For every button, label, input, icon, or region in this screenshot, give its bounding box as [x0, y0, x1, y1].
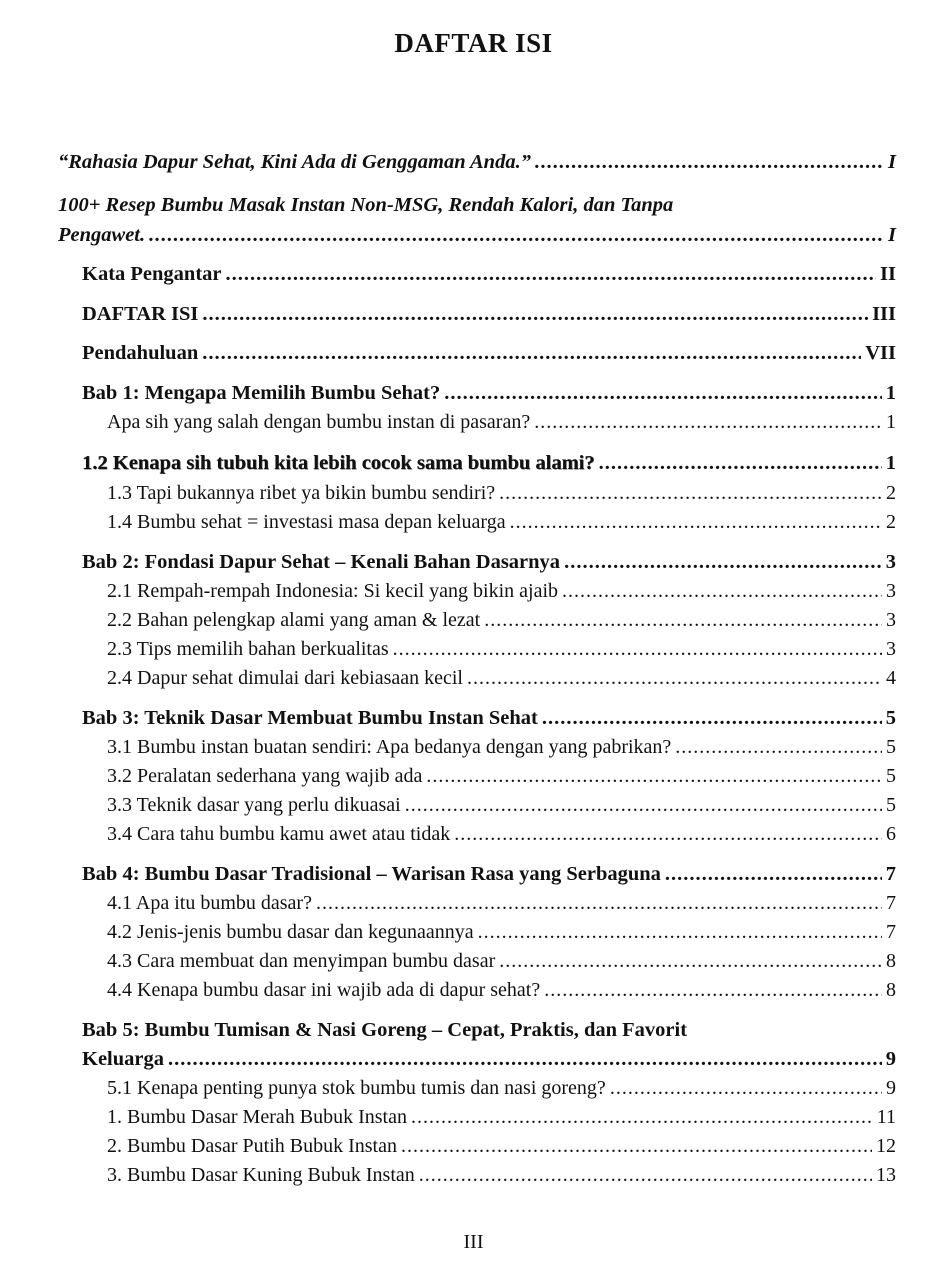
toc-subentry[interactable] [107, 820, 896, 848]
leader-dots [467, 664, 882, 692]
toc-entry-text: 2.3 Tips memilih bahan berkualitas [107, 638, 389, 660]
toc-page-number: 5 [885, 707, 896, 729]
toc-page-number: 7 [886, 921, 896, 943]
toc-entry-text: Kata Pengantar [82, 263, 222, 285]
toc-subentry[interactable] [107, 918, 896, 946]
toc-entry-text: Pendahuluan [82, 342, 199, 364]
toc-page-number: 3 [886, 580, 896, 602]
leader-dots [419, 1161, 872, 1189]
toc-entry-text: Keluarga [82, 1048, 164, 1070]
toc-entry-text: Pengawet. [58, 224, 146, 246]
toc-entry-text: 5.1 Kenapa penting punya stok bumbu tumis dan nasi goreng? [107, 1077, 606, 1099]
leader-dots [510, 508, 882, 536]
toc-subentry[interactable] [107, 947, 896, 975]
toc-page-number: 1 [885, 382, 896, 404]
toc-entry-text: 4.4 Kenapa bumbu dasar ini wajib ada di dapur sehat? [107, 979, 541, 1001]
toc-page-number: 1 [885, 452, 896, 474]
toc-subentry[interactable] [107, 1074, 896, 1102]
toc-page-number: 9 [885, 1048, 896, 1070]
toc-page-number: 5 [886, 765, 896, 787]
toc-entry-text: 2.2 Bahan pelengkap alami yang aman & lezat [107, 609, 481, 631]
toc-entry-text: 4.3 Cara membuat dan menyimpan bumbu dasar [107, 950, 496, 972]
leader-dots [665, 860, 882, 888]
toc-entry-text: 4.2 Jenis-jenis bumbu dasar dan kegunaannya [107, 921, 474, 943]
toc-entry-front-2[interactable] [58, 221, 896, 249]
toc-entry-text: Bab 2: Fondasi Dapur Sehat – Kenali Bahan Dasarnya [82, 551, 561, 573]
toc-page-number: I [888, 151, 896, 173]
leader-dots [564, 548, 882, 576]
leader-dots [426, 762, 882, 790]
toc-subentry[interactable] [107, 889, 896, 917]
leader-dots [675, 733, 882, 761]
leader-dots [535, 148, 884, 176]
toc-subentry[interactable] [107, 791, 896, 819]
toc-entry-text: 1.4 Bumbu sehat = investasi masa depan keluarga [107, 511, 506, 533]
toc-subentry[interactable] [107, 408, 896, 436]
toc-subentry[interactable] [107, 976, 896, 1004]
toc-subentry[interactable] [107, 664, 896, 692]
toc-entry-text: 3.3 Teknik dasar yang perlu dikuasai [107, 794, 401, 816]
toc-page-number: 3 [885, 551, 896, 573]
toc-page-number: 6 [886, 823, 896, 845]
toc-subentry[interactable] [107, 479, 896, 507]
toc-page-number: 5 [886, 736, 896, 758]
toc-chapter-bab-5-line1[interactable]: Bab 5: Bumbu Tumisan & Nasi Goreng – Cepat, Praktis, dan Favorit [82, 1019, 688, 1041]
leader-dots [534, 408, 882, 436]
leader-dots [610, 1074, 882, 1102]
leader-dots [411, 1103, 873, 1131]
toc-page-number: 7 [885, 863, 896, 885]
toc-page-number: 1 [886, 411, 896, 433]
toc-entry-text: 3.2 Peralatan sederhana yang wajib ada [107, 765, 423, 787]
toc-chapter-bab-3[interactable] [82, 704, 896, 732]
toc-entry-text: 1. Bumbu Dasar Merah Bubuk Instan [107, 1106, 407, 1128]
toc-entry-kata-pengantar[interactable] [82, 260, 896, 288]
leader-dots [599, 449, 882, 477]
toc-subentry[interactable] [107, 762, 896, 790]
leader-dots [401, 1132, 872, 1160]
toc-page-number: III [872, 303, 896, 325]
toc-entry-text: 2. Bumbu Dasar Putih Bubuk Instan [107, 1135, 397, 1157]
toc-subentry[interactable] [107, 1103, 896, 1131]
leader-dots [454, 820, 882, 848]
leader-dots [393, 635, 882, 663]
toc-subentry[interactable] [107, 733, 896, 761]
leader-dots [484, 606, 882, 634]
toc-page-number: 3 [886, 609, 896, 631]
toc-subentry[interactable] [107, 508, 896, 536]
toc-entry-front-1[interactable] [58, 148, 896, 176]
toc-entry-text: 1.3 Tapi bukannya ribet ya bikin bumbu sendiri? [107, 482, 496, 504]
toc-subentry[interactable] [107, 1161, 896, 1189]
toc-entry-text: 2.4 Dapur sehat dimulai dari kebiasaan kecil [107, 667, 463, 689]
toc-entry-text: 3. Bumbu Dasar Kuning Bubuk Instan [107, 1164, 415, 1186]
leader-dots [544, 976, 882, 1004]
toc-entry-text: 4.1 Apa itu bumbu dasar? [107, 892, 312, 914]
leader-dots [168, 1045, 882, 1073]
toc-page-number: 12 [876, 1135, 896, 1157]
toc-subentry[interactable] [107, 1132, 896, 1160]
toc-entry-text: Bab 3: Teknik Dasar Membuat Bumbu Instan Sehat [82, 707, 538, 729]
toc-page-number: 5 [886, 794, 896, 816]
toc-subentry[interactable] [107, 577, 896, 605]
toc-chapter-bab-4[interactable] [82, 860, 896, 888]
leader-dots [499, 947, 882, 975]
toc-page-number: 11 [876, 1106, 896, 1128]
toc-page-number: II [880, 263, 896, 285]
toc-entry-pendahuluan[interactable] [82, 339, 896, 367]
toc-entry-text: 1.2 Kenapa sih tubuh kita lebih cocok sama bumbu alami? [82, 452, 595, 474]
toc-page-number: 2 [886, 511, 896, 533]
toc-page-number: 8 [886, 950, 896, 972]
leader-dots [478, 918, 882, 946]
toc-entry-text: 3.4 Cara tahu bumbu kamu awet atau tidak [107, 823, 451, 845]
toc-entry-front-2-line1[interactable]: 100+ Resep Bumbu Masak Instan Non-MSG, Rendah Kalori, dan Tanpa [58, 194, 674, 216]
toc-page-number: 2 [886, 482, 896, 504]
toc-page-number: 7 [886, 892, 896, 914]
toc-entry-text: 3.1 Bumbu instan buatan sendiri: Apa bedanya dengan yang pabrikan? [107, 736, 672, 758]
leader-dots [202, 339, 861, 367]
toc-subentry[interactable] [107, 606, 896, 634]
toc-entry-text: 2.1 Rempah-rempah Indonesia: Si kecil yang bikin ajaib [107, 580, 558, 602]
toc-chapter-bab-1[interactable] [82, 379, 896, 407]
toc-chapter-1-2[interactable] [82, 449, 896, 477]
leader-dots [562, 577, 882, 605]
toc-page-number: VII [865, 342, 896, 364]
toc-entry-text: “Rahasia Dapur Sehat, Kini Ada di Genggaman Anda.” [58, 151, 531, 173]
leader-dots [316, 889, 882, 917]
leader-dots [444, 379, 882, 407]
page-title: DAFTAR ISI [394, 28, 553, 58]
toc-entry-text: Bab 4: Bumbu Dasar Tradisional – Warisan Rasa yang Serbaguna [82, 863, 661, 885]
toc-page-number: 3 [886, 638, 896, 660]
toc-entry-text: Bab 1: Mengapa Memilih Bumbu Sehat? [82, 382, 441, 404]
toc-page-number: 8 [886, 979, 896, 1001]
toc-entry-text: Apa sih yang salah dengan bumbu instan di pasaran? [107, 411, 531, 433]
leader-dots [405, 791, 882, 819]
toc-subentry[interactable] [107, 635, 896, 663]
toc-entry-daftar-isi[interactable] [82, 300, 896, 328]
toc-page-number: I [888, 224, 896, 246]
toc-chapter-bab-2[interactable] [82, 548, 896, 576]
leader-dots [149, 221, 884, 249]
page-number-footer: III [463, 1231, 484, 1253]
leader-dots [542, 704, 882, 732]
toc-page-number: 9 [886, 1077, 896, 1099]
leader-dots [226, 260, 877, 288]
toc-page-number: 13 [876, 1164, 896, 1186]
leader-dots [202, 300, 868, 328]
toc-page-number: 4 [886, 667, 896, 689]
leader-dots [499, 479, 882, 507]
toc-chapter-bab-5[interactable] [82, 1045, 896, 1073]
toc-entry-text: DAFTAR ISI [82, 303, 199, 325]
